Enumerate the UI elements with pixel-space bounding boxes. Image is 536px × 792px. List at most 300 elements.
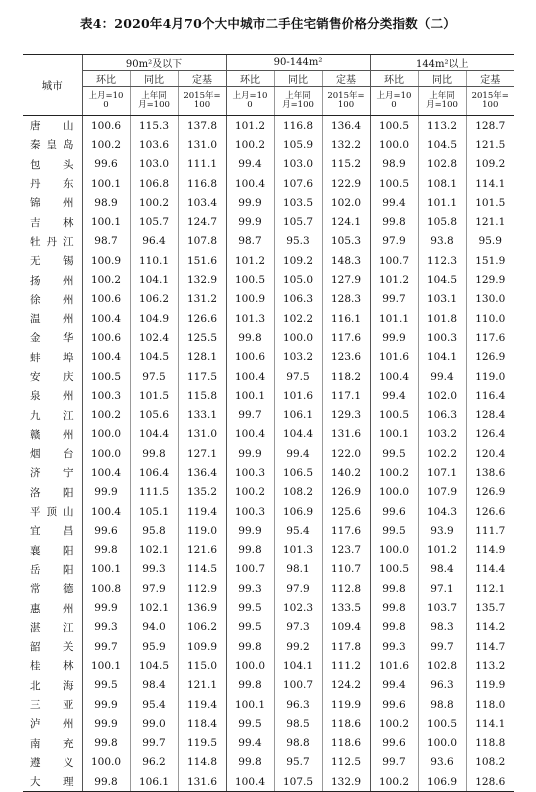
index-value: 102.3 bbox=[274, 598, 322, 617]
index-value: 119.9 bbox=[466, 676, 514, 695]
index-value: 101.6 bbox=[274, 386, 322, 405]
index-value: 104.5 bbox=[130, 656, 178, 675]
index-value: 106.5 bbox=[274, 463, 322, 482]
index-value: 122.0 bbox=[322, 444, 370, 463]
table-row bbox=[23, 463, 514, 482]
city-name: 牡丹江 bbox=[30, 235, 75, 248]
table-row bbox=[23, 502, 514, 521]
index-value: 93.8 bbox=[418, 232, 466, 251]
index-value: 106.3 bbox=[418, 405, 466, 424]
index-value: 99.5 bbox=[370, 521, 418, 540]
index-value: 127.9 bbox=[322, 270, 370, 289]
index-value: 126.9 bbox=[322, 483, 370, 502]
index-value: 100.4 bbox=[82, 463, 130, 482]
index-value: 97.9 bbox=[274, 579, 322, 598]
index-value: 126.4 bbox=[466, 425, 514, 444]
index-value: 106.3 bbox=[274, 290, 322, 309]
index-value: 120.4 bbox=[466, 444, 514, 463]
index-value: 140.2 bbox=[322, 463, 370, 482]
index-value: 99.8 bbox=[226, 676, 274, 695]
index-value: 98.8 bbox=[418, 695, 466, 714]
table-row bbox=[23, 348, 514, 367]
index-value: 106.1 bbox=[274, 405, 322, 424]
index-value: 98.4 bbox=[130, 676, 178, 695]
index-value: 107.8 bbox=[178, 232, 226, 251]
city-name: 襄阳 bbox=[30, 544, 75, 557]
index-value: 121.1 bbox=[466, 212, 514, 231]
yoy-header: 同比 bbox=[274, 71, 322, 87]
table-row bbox=[23, 232, 514, 251]
index-value: 101.2 bbox=[418, 541, 466, 560]
index-value: 131.0 bbox=[178, 425, 226, 444]
index-value: 100.0 bbox=[226, 656, 274, 675]
index-value: 99.5 bbox=[226, 618, 274, 637]
city-name: 宜昌 bbox=[30, 525, 75, 538]
city-name: 丹东 bbox=[30, 178, 75, 191]
base-header: 定基 bbox=[322, 71, 370, 87]
index-value: 100.3 bbox=[418, 328, 466, 347]
city-name: 桂林 bbox=[30, 660, 75, 673]
city-name: 惠州 bbox=[30, 602, 75, 615]
city-name: 无锡 bbox=[30, 255, 75, 268]
city-name: 唐山 bbox=[30, 120, 75, 133]
city-name: 三亚 bbox=[30, 699, 75, 712]
index-value: 99.8 bbox=[370, 598, 418, 617]
index-value: 103.2 bbox=[274, 348, 322, 367]
yoy-basis: 上年同 月=100 bbox=[418, 87, 466, 116]
index-value: 112.3 bbox=[418, 251, 466, 270]
index-value: 106.9 bbox=[274, 502, 322, 521]
index-value: 98.7 bbox=[82, 232, 130, 251]
index-value: 103.4 bbox=[178, 193, 226, 212]
index-value: 100.7 bbox=[370, 251, 418, 270]
index-value: 123.7 bbox=[322, 541, 370, 560]
index-value: 106.1 bbox=[130, 772, 178, 792]
index-value: 101.2 bbox=[370, 270, 418, 289]
index-value: 104.5 bbox=[130, 348, 178, 367]
index-value: 118.2 bbox=[322, 367, 370, 386]
index-value: 111.5 bbox=[130, 483, 178, 502]
table-row bbox=[23, 618, 514, 637]
index-value: 100.0 bbox=[82, 425, 130, 444]
table-row bbox=[23, 598, 514, 617]
index-value: 124.7 bbox=[178, 212, 226, 231]
index-value: 100.0 bbox=[370, 541, 418, 560]
index-value: 105.6 bbox=[130, 405, 178, 424]
index-value: 115.0 bbox=[178, 656, 226, 675]
mom-header: 环比 bbox=[370, 71, 418, 87]
index-value: 113.2 bbox=[418, 116, 466, 136]
index-value: 98.7 bbox=[226, 232, 274, 251]
index-value: 121.6 bbox=[178, 541, 226, 560]
table-row bbox=[23, 579, 514, 598]
index-value: 117.8 bbox=[322, 637, 370, 656]
index-value: 100.1 bbox=[370, 425, 418, 444]
index-value: 110.0 bbox=[466, 309, 514, 328]
index-value: 99.4 bbox=[370, 676, 418, 695]
index-value: 100.4 bbox=[226, 772, 274, 792]
index-value: 96.3 bbox=[418, 676, 466, 695]
base-basis: 2015年= 100 bbox=[178, 87, 226, 116]
index-value: 101.3 bbox=[226, 309, 274, 328]
index-value: 102.1 bbox=[130, 598, 178, 617]
index-value: 99.9 bbox=[226, 521, 274, 540]
index-value: 105.9 bbox=[274, 135, 322, 154]
index-value: 114.1 bbox=[466, 174, 514, 193]
table-row bbox=[23, 425, 514, 444]
index-value: 128.3 bbox=[322, 290, 370, 309]
city-name: 烟台 bbox=[30, 448, 75, 461]
table-row bbox=[23, 212, 514, 231]
table-row bbox=[23, 637, 514, 656]
index-value: 100.6 bbox=[82, 290, 130, 309]
index-value: 104.1 bbox=[274, 656, 322, 675]
city-name: 湛江 bbox=[30, 621, 75, 634]
index-value: 100.3 bbox=[82, 386, 130, 405]
index-value: 102.0 bbox=[418, 386, 466, 405]
city-name: 洛阳 bbox=[30, 486, 75, 499]
index-value: 126.9 bbox=[466, 348, 514, 367]
index-value: 100.5 bbox=[418, 714, 466, 733]
index-value: 99.6 bbox=[82, 155, 130, 174]
table-row bbox=[23, 328, 514, 347]
city-name: 秦皇岛 bbox=[30, 139, 75, 152]
index-value: 122.9 bbox=[322, 174, 370, 193]
index-value: 102.0 bbox=[322, 193, 370, 212]
index-value: 119.0 bbox=[466, 367, 514, 386]
index-value: 130.0 bbox=[466, 290, 514, 309]
index-value: 107.6 bbox=[274, 174, 322, 193]
index-value: 93.9 bbox=[418, 521, 466, 540]
index-value: 99.4 bbox=[418, 367, 466, 386]
index-value: 115.2 bbox=[322, 155, 370, 174]
index-value: 110.1 bbox=[130, 251, 178, 270]
index-value: 99.8 bbox=[82, 772, 130, 792]
mom-header: 环比 bbox=[226, 71, 274, 87]
index-value: 99.7 bbox=[226, 405, 274, 424]
mom-basis: 上月=10 0 bbox=[370, 87, 418, 116]
index-value: 111.1 bbox=[178, 155, 226, 174]
index-value: 102.4 bbox=[130, 328, 178, 347]
index-value: 100.1 bbox=[82, 212, 130, 231]
table-row bbox=[23, 695, 514, 714]
index-value: 105.0 bbox=[274, 270, 322, 289]
index-value: 99.3 bbox=[370, 637, 418, 656]
index-value: 125.5 bbox=[178, 328, 226, 347]
mom-header: 环比 bbox=[82, 71, 130, 87]
index-value: 100.4 bbox=[82, 502, 130, 521]
city-name: 泸州 bbox=[30, 718, 75, 731]
index-value: 97.3 bbox=[274, 618, 322, 637]
index-value: 105.7 bbox=[274, 212, 322, 231]
index-value: 106.2 bbox=[178, 618, 226, 637]
index-value: 95.3 bbox=[274, 232, 322, 251]
index-value: 99.4 bbox=[370, 386, 418, 405]
index-value: 131.2 bbox=[178, 290, 226, 309]
table-row bbox=[23, 270, 514, 289]
index-value: 126.6 bbox=[466, 502, 514, 521]
index-value: 138.6 bbox=[466, 463, 514, 482]
index-value: 118.8 bbox=[466, 734, 514, 753]
index-value: 95.7 bbox=[274, 753, 322, 772]
yoy-header: 同比 bbox=[418, 71, 466, 87]
index-value: 107.1 bbox=[418, 463, 466, 482]
index-value: 97.5 bbox=[274, 367, 322, 386]
index-value: 105.8 bbox=[418, 212, 466, 231]
index-value: 116.1 bbox=[322, 309, 370, 328]
index-value: 110.7 bbox=[322, 560, 370, 579]
index-value: 119.0 bbox=[178, 521, 226, 540]
base-header: 定基 bbox=[466, 71, 514, 87]
index-value: 100.9 bbox=[226, 290, 274, 309]
yoy-header: 同比 bbox=[130, 71, 178, 87]
index-value: 101.2 bbox=[226, 251, 274, 270]
index-value: 99.5 bbox=[226, 714, 274, 733]
city-name: 济宁 bbox=[30, 467, 75, 480]
index-value: 97.9 bbox=[370, 232, 418, 251]
city-name: 遵义 bbox=[30, 756, 75, 769]
index-value: 99.5 bbox=[226, 598, 274, 617]
base-header: 定基 bbox=[178, 71, 226, 87]
index-value: 102.2 bbox=[274, 309, 322, 328]
index-value: 99.9 bbox=[82, 483, 130, 502]
index-value: 133.1 bbox=[178, 405, 226, 424]
city-name: 赣州 bbox=[30, 428, 75, 441]
index-value: 99.9 bbox=[226, 212, 274, 231]
index-value: 100.2 bbox=[226, 135, 274, 154]
index-value: 117.1 bbox=[322, 386, 370, 405]
group-header-medium: 90-144m² bbox=[226, 55, 370, 71]
index-value: 105.1 bbox=[130, 502, 178, 521]
index-value: 101.6 bbox=[370, 656, 418, 675]
index-value: 128.6 bbox=[466, 772, 514, 792]
city-name: 九江 bbox=[30, 409, 75, 422]
index-value: 100.2 bbox=[370, 772, 418, 792]
index-value: 100.4 bbox=[226, 367, 274, 386]
index-value: 99.4 bbox=[226, 155, 274, 174]
index-value: 101.6 bbox=[370, 348, 418, 367]
index-value: 104.1 bbox=[130, 270, 178, 289]
index-value: 114.7 bbox=[466, 637, 514, 656]
index-value: 99.9 bbox=[82, 695, 130, 714]
index-value: 118.6 bbox=[322, 714, 370, 733]
index-value: 104.9 bbox=[130, 309, 178, 328]
index-value: 95.4 bbox=[130, 695, 178, 714]
index-value: 97.1 bbox=[418, 579, 466, 598]
table-row bbox=[23, 444, 514, 463]
index-value: 93.6 bbox=[418, 753, 466, 772]
index-value: 100.1 bbox=[82, 560, 130, 579]
index-value: 136.4 bbox=[322, 116, 370, 136]
index-value: 100.6 bbox=[82, 328, 130, 347]
index-value: 103.6 bbox=[130, 135, 178, 154]
index-value: 114.2 bbox=[466, 618, 514, 637]
index-value: 100.0 bbox=[82, 753, 130, 772]
index-value: 95.8 bbox=[130, 521, 178, 540]
index-value: 100.6 bbox=[82, 116, 130, 136]
table-row bbox=[23, 309, 514, 328]
table-row bbox=[23, 734, 514, 753]
index-value: 100.5 bbox=[226, 270, 274, 289]
index-value: 105.7 bbox=[130, 212, 178, 231]
city-name: 徐州 bbox=[30, 293, 75, 306]
index-value: 118.6 bbox=[322, 734, 370, 753]
base-basis: 2015年= 100 bbox=[466, 87, 514, 116]
group-header-small: 90m²及以下 bbox=[82, 55, 226, 71]
index-value: 102.8 bbox=[418, 155, 466, 174]
city-name: 北海 bbox=[30, 679, 75, 692]
mom-basis: 上月=10 0 bbox=[82, 87, 130, 116]
index-value: 117.6 bbox=[322, 521, 370, 540]
table-row bbox=[23, 116, 514, 136]
index-value: 99.6 bbox=[370, 695, 418, 714]
index-value: 100.1 bbox=[226, 386, 274, 405]
table-row bbox=[23, 541, 514, 560]
index-value: 107.5 bbox=[274, 772, 322, 792]
table-row bbox=[23, 656, 514, 675]
index-value: 99.4 bbox=[274, 444, 322, 463]
index-value: 136.4 bbox=[178, 463, 226, 482]
city-name: 泉州 bbox=[30, 390, 75, 403]
index-value: 99.7 bbox=[418, 637, 466, 656]
index-value: 99.8 bbox=[226, 541, 274, 560]
yoy-basis: 上年同 月=100 bbox=[274, 87, 322, 116]
index-value: 99.4 bbox=[226, 734, 274, 753]
index-value: 123.6 bbox=[322, 348, 370, 367]
index-value: 124.1 bbox=[322, 212, 370, 231]
index-value: 95.9 bbox=[466, 232, 514, 251]
index-value: 102.2 bbox=[418, 444, 466, 463]
index-value: 99.0 bbox=[130, 714, 178, 733]
index-value: 99.8 bbox=[370, 618, 418, 637]
city-name: 金华 bbox=[30, 332, 75, 345]
index-value: 103.0 bbox=[274, 155, 322, 174]
group-header-large: 144m²以上 bbox=[370, 55, 514, 71]
index-value: 99.8 bbox=[370, 579, 418, 598]
index-value: 133.5 bbox=[322, 598, 370, 617]
table-row bbox=[23, 521, 514, 540]
index-value: 100.5 bbox=[370, 116, 418, 136]
index-value: 121.1 bbox=[178, 676, 226, 695]
index-value: 100.2 bbox=[226, 483, 274, 502]
index-value: 99.9 bbox=[82, 598, 130, 617]
index-value: 136.9 bbox=[178, 598, 226, 617]
index-value: 109.2 bbox=[466, 155, 514, 174]
index-value: 129.3 bbox=[322, 405, 370, 424]
index-value: 99.3 bbox=[130, 560, 178, 579]
index-value: 104.5 bbox=[418, 135, 466, 154]
index-value: 100.2 bbox=[82, 135, 130, 154]
index-value: 100.0 bbox=[370, 135, 418, 154]
table-row bbox=[23, 367, 514, 386]
index-value: 126.9 bbox=[466, 483, 514, 502]
table-row bbox=[23, 193, 514, 212]
index-value: 100.0 bbox=[82, 444, 130, 463]
table-title: 表4：2020年4月70个大中城市二手住宅销售价格分类指数（二） bbox=[80, 16, 456, 31]
index-value: 114.1 bbox=[466, 714, 514, 733]
index-value: 99.8 bbox=[226, 753, 274, 772]
city-name: 蚌埠 bbox=[30, 351, 75, 364]
index-value: 132.9 bbox=[178, 270, 226, 289]
index-value: 116.4 bbox=[466, 386, 514, 405]
index-value: 100.9 bbox=[82, 251, 130, 270]
index-value: 135.2 bbox=[178, 483, 226, 502]
table-row bbox=[23, 483, 514, 502]
index-value: 99.5 bbox=[370, 444, 418, 463]
index-value: 104.4 bbox=[274, 425, 322, 444]
index-value: 100.8 bbox=[82, 579, 130, 598]
index-value: 107.9 bbox=[418, 483, 466, 502]
index-value: 151.9 bbox=[466, 251, 514, 270]
index-value: 102.1 bbox=[130, 541, 178, 560]
index-value: 106.4 bbox=[130, 463, 178, 482]
index-value: 100.7 bbox=[226, 560, 274, 579]
index-value: 101.1 bbox=[418, 193, 466, 212]
index-value: 99.8 bbox=[82, 734, 130, 753]
index-value: 124.2 bbox=[322, 676, 370, 695]
index-value: 128.4 bbox=[466, 405, 514, 424]
index-value: 103.5 bbox=[274, 193, 322, 212]
index-value: 98.3 bbox=[418, 618, 466, 637]
index-value: 101.8 bbox=[418, 309, 466, 328]
table-row bbox=[23, 405, 514, 424]
index-value: 99.7 bbox=[370, 753, 418, 772]
index-value: 126.6 bbox=[178, 309, 226, 328]
index-value: 108.2 bbox=[274, 483, 322, 502]
table-row bbox=[23, 135, 514, 154]
index-value: 100.0 bbox=[274, 328, 322, 347]
table-row bbox=[23, 753, 514, 772]
index-value: 100.4 bbox=[82, 348, 130, 367]
index-value: 112.5 bbox=[322, 753, 370, 772]
table-body bbox=[23, 116, 514, 792]
index-value: 99.8 bbox=[226, 637, 274, 656]
index-value: 99.7 bbox=[82, 637, 130, 656]
city-name: 温州 bbox=[30, 313, 75, 326]
index-value: 97.5 bbox=[130, 367, 178, 386]
index-value: 103.1 bbox=[418, 290, 466, 309]
city-name: 扬州 bbox=[30, 274, 75, 287]
index-value: 101.5 bbox=[466, 193, 514, 212]
city-name: 吉林 bbox=[30, 216, 75, 229]
index-value: 113.2 bbox=[466, 656, 514, 675]
index-value: 102.8 bbox=[418, 656, 466, 675]
index-value: 96.2 bbox=[130, 753, 178, 772]
index-value: 116.8 bbox=[178, 174, 226, 193]
index-value: 103.7 bbox=[418, 598, 466, 617]
index-value: 95.4 bbox=[274, 521, 322, 540]
table-row bbox=[23, 251, 514, 270]
city-name: 常德 bbox=[30, 583, 75, 596]
index-value: 127.1 bbox=[178, 444, 226, 463]
index-value: 101.5 bbox=[130, 386, 178, 405]
index-value: 103.0 bbox=[130, 155, 178, 174]
index-value: 106.8 bbox=[130, 174, 178, 193]
index-value: 106.9 bbox=[418, 772, 466, 792]
index-value: 112.1 bbox=[466, 579, 514, 598]
table-row bbox=[23, 676, 514, 695]
table-row bbox=[23, 174, 514, 193]
index-value: 100.2 bbox=[370, 463, 418, 482]
index-value: 119.4 bbox=[178, 502, 226, 521]
index-value: 99.8 bbox=[82, 541, 130, 560]
index-value: 119.9 bbox=[322, 695, 370, 714]
index-value: 100.1 bbox=[82, 656, 130, 675]
index-value: 118.0 bbox=[466, 695, 514, 714]
index-value: 100.2 bbox=[130, 193, 178, 212]
city-name: 岳阳 bbox=[30, 563, 75, 576]
index-value: 96.4 bbox=[130, 232, 178, 251]
